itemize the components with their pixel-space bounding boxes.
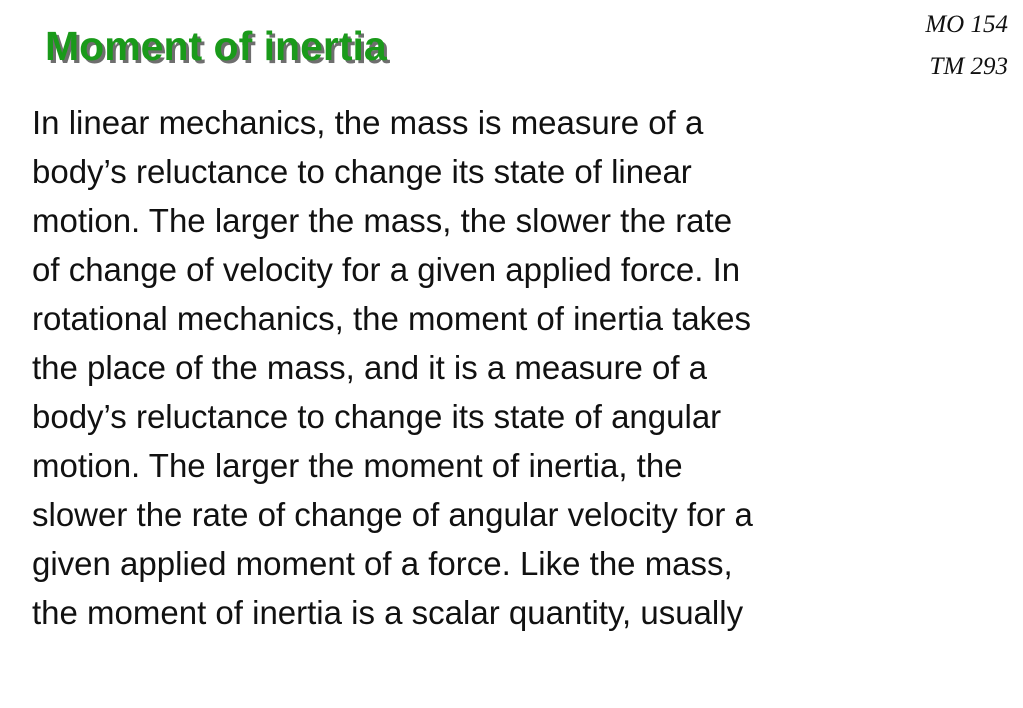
body-paragraph bbox=[32, 98, 1012, 637]
body-line: given applied moment of a force. Like the mass, bbox=[32, 545, 733, 582]
body-line: In linear mechanics, the mass is measure of a bbox=[32, 104, 704, 141]
reference-codes bbox=[925, 4, 1008, 88]
reference-code: MO 154 bbox=[925, 11, 1008, 38]
body-line: body’s reluctance to change its state of angular bbox=[32, 398, 722, 435]
body-line: motion. The larger the mass, the slower the rate bbox=[32, 202, 733, 239]
body-line: motion. The larger the moment of inertia, the bbox=[32, 447, 683, 484]
reference-code: TM 293 bbox=[929, 53, 1008, 80]
body-line: the moment of inertia is a scalar quantity, usually bbox=[32, 594, 744, 631]
body-line: of change of velocity for a given applied force. In bbox=[32, 251, 741, 288]
body-line: body’s reluctance to change its state of linear bbox=[32, 153, 692, 190]
body-line: rotational mechanics, the moment of inertia takes bbox=[32, 300, 752, 337]
body-line: slower the rate of change of angular velocity for a bbox=[32, 496, 753, 533]
slide-title: Moment of inertia bbox=[45, 23, 387, 69]
body-line: the place of the mass, and it is a measure of a bbox=[32, 349, 708, 386]
